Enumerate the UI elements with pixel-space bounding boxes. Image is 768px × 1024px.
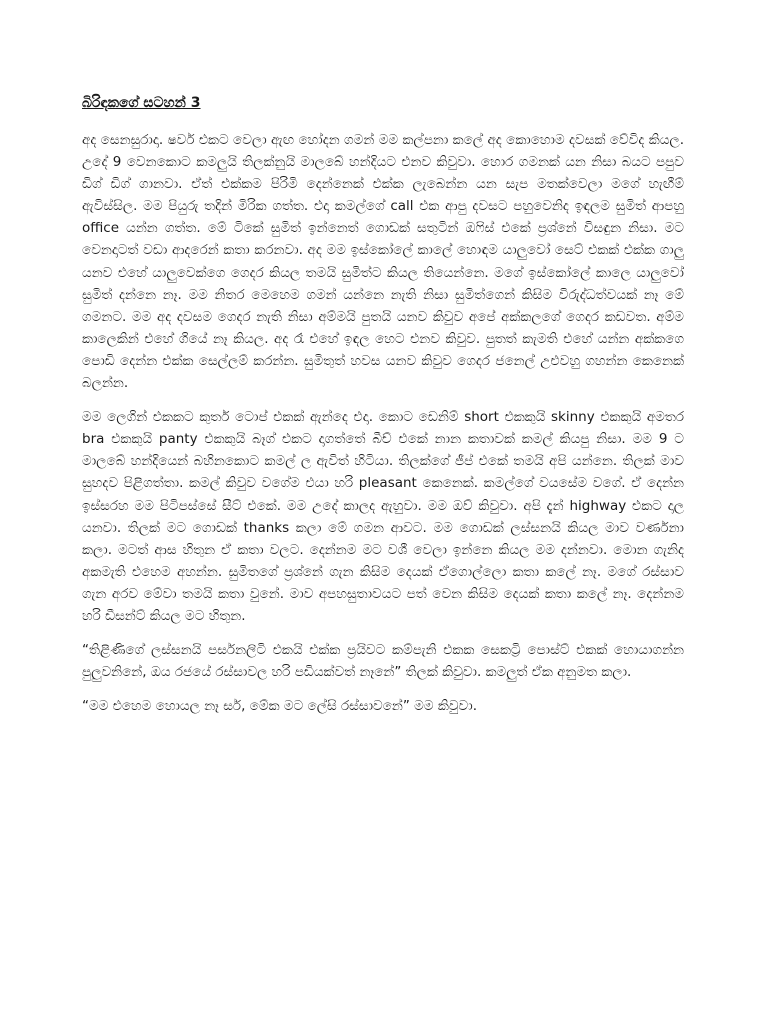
paragraph-3: “තිළිණිගේ ලස්සනයි පර්සනලිටි එකයි එක්ක ප්‍රයිවට කම්පැනි එකක සෙකට්‍රි පොස්ට් එකක් හොයාගන්න පුලුවනිනේ, ඔය රජයේ රස්සාවල හරි පඩියක්වත් නෑනේ” තිලක් කිවුවා. කමලුත් ඒක අනුමත කලා. — [82, 642, 684, 681]
document-title: බිරිඳකගේ සටහන් 3 — [82, 95, 201, 111]
paragraph-2: මම ලෙගින් එකකට කුර්ත ටොප් එකක් ඇන්දෙ එදා. කොට ඩෙනිම් short එකකුයි skinny එකකුයි අමතර bra එකකුයි panty එකකුයි බෑග් එකට දාගත්තේ බීච් එකේ නාන කතාවක් කමල් කියපු නිසා. මම 9 ට මාලබේ හන්දියෙන් බහිනකොට කමල් ල ඇවිත් හිටියා. තිලක්ගේ ජීප් එකේ තමයි අපි යන්නෙ. තිලක් මාව සුහදව පිළිගත්තා. කමල් කිවුව වගේම එයා හරි pleasant කෙනෙක්. කමල්ගේ වයසේම වගේ. ඒ දෙන්න ඉස්සරහ මම පිටිපස්සේ සීට් එකේ. මම උදේ කාලද ඇහුවා. මම ඔව් කිවුවා. අපි දැන් highway එකට දාල යනවා. තිලක් මට ගොඩක් thanks කලා මේ ගමන ආවට. මම ගොඩක් ලස්සනයි කියල මාව වර්ණනා කලා. මටත් ආස හිතුන ඒ කතා වලට. දෙන්නම මට වශී වෙලා ඉන්නෙ කියල මම දන්නවා. මොන ගැනිද අකමැති එහෙම අහන්න. සුමිතගේ ප්‍රශ්නේ ගැන කිසිම දෙයක් ඒගොල්ලො කතා කලේ නෑ. මගේ රස්සාව ගැන අරව මේවා තමයි කතා වුනේ. මාව අපහසුතාවයට පත් වෙන කිසිම දෙයක් කතා කලේ නෑ. දෙන්නම හරි ඩීසන්ට් කියල මට හිතුන. — [82, 409, 684, 624]
document-body — [82, 92, 684, 729]
paragraph-4: “මම එහෙම හොයල නෑ සර්, මේක මට ලේසි රස්සාවනේ” මම කිවුවා. — [82, 698, 477, 715]
paragraph-1: අද සෙනසුරාදා. ෂවර් එකට වෙලා ඇඟ හෝදන ගමන් මම කල්පනා කලේ අද කොහොම දවසක් වේවිද කියල. උදේ 9 වෙනකොට කමලුයි තිලක්නුයි මාලබේ හන්දියට එනව කිවුවා. හොර ගමනක් යන නිසා බයට පපුව ඩිග් ඩිග් ගානවා. ඒත් එක්කම පිරිමි දෙන්නෙක් එක්ක ලැබෙන්න යන සැප මතක්වෙලා මගේ හැඟීම් ඇවිස්සිල. මම පියුරු තදින් මිරික ගත්ත. එදා කමල්ගේ call එක ආපු දවසට පහුවෙනිද ඉඳලම සුමිත් ආපහු office යන්න ගත්ත. මේ ටිකේ සුමිත් ඉන්නෙත් ගොඩක් සතුටින් ඔෆිස් එකේ ප්‍රශ්නේ විසඳුන නිසා. මට වෙනදාටත් වඩා ආදරෙන් කතා කරනවා. අද මම ඉස්කෝලේ කාලේ හොඳම යාලුවෝ සෙට් එකක් එක්ක ගාලු යනව එහේ යාලුවෙක්ගෙ ගෙදර කියල තමයි සුමිත්ට කියල තියෙන්නෙ. මගේ ඉස්කෝලේ කාලෙ යාලුවෝ සුමිත් දන්නෙ නෑ. මම නිතර මෙහෙම ගමන් යන්නෙ නැති නිසා සුමිත්ගෙන් කිසිම විරුද්ධත්වයක් නෑ මේ ගමනට. මම අද දවසම ගෙදර නැති නිසා අම්මයි පුතයි යනව කිවුව අපේ අක්කලගේ ගෙදර කඩවත. අම්ම කාලෙකින් එහේ ගියේ නෑ කියල. අද රෑ එහේ ඉඳල හෙට එනව කිවුව. පුතත් කැමති එහේ යන්න අක්කගෙ පොඩි දෙන්න එක්ක සෙල්ලම් කරන්න. සුමිතුත් හවස යනව කිවුව ගෙදර ජනෙල් උළුවහු ගහන්න කෙනෙක් බලන්න. — [82, 132, 684, 392]
